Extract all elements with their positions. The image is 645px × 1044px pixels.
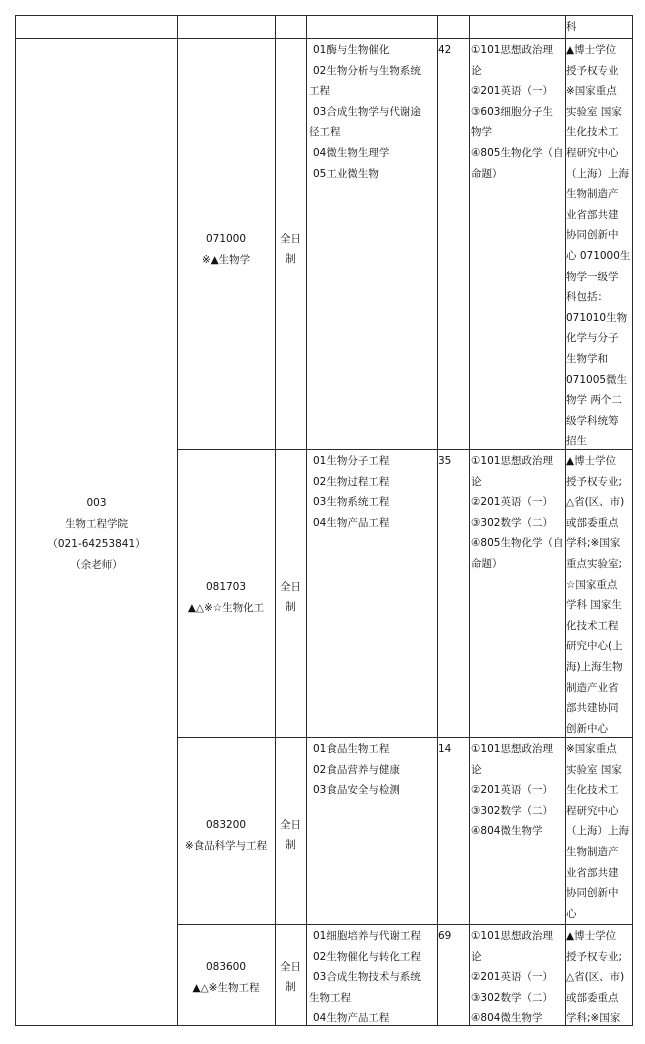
exam-subject: 论 xyxy=(471,64,482,77)
remark-line: 物学 两个二 xyxy=(566,394,622,407)
research-direction: 04生物产品工程 xyxy=(313,516,390,529)
exam-subject: 命题） xyxy=(471,557,503,570)
exam-subjects-cell xyxy=(471,451,563,575)
research-direction: 01生物分子工程 xyxy=(313,455,390,467)
exam-subject: ④805生物化学（自 xyxy=(471,537,563,550)
remark-line: ▲博士学位 xyxy=(566,44,617,56)
department-phone: （021-64253841） xyxy=(47,538,146,551)
remark-line: （上海）上海 xyxy=(566,825,629,838)
remark-continuation: 科 xyxy=(566,21,577,33)
major-code: 071000 xyxy=(205,233,247,245)
remark-line: 学科;※国家 xyxy=(566,537,621,550)
research-direction: 01酶与生物催化 xyxy=(313,44,390,56)
exam-subject: ②201英语（一） xyxy=(471,496,553,509)
remark-line: 生化技术工 xyxy=(566,784,619,797)
exam-subject: ①101思想政治理 xyxy=(471,743,553,755)
remark-line: 授予权专业; xyxy=(566,950,623,963)
remarks-cell xyxy=(566,739,632,924)
enrollment-cell xyxy=(438,926,468,947)
study-mode-text: 全日 xyxy=(280,233,301,245)
remark-line: 业省部共建 xyxy=(566,208,619,221)
research-direction: 02生物催化与转化工程 xyxy=(313,950,421,963)
direction-continuation: 工程 xyxy=(309,85,330,98)
remark-line: 授予权专业; xyxy=(566,475,623,488)
research-direction: 02生物分析与生物系统 xyxy=(313,64,421,77)
remark-line: ☆国家重点 xyxy=(566,578,618,591)
remark-line: 部共建协同 xyxy=(566,702,619,715)
remark-line: 研究中心(上 xyxy=(566,640,623,653)
remark-line: 心 071000生 xyxy=(566,249,631,262)
research-directions-cell xyxy=(309,40,436,184)
exam-subject: ③302数学（二） xyxy=(471,804,553,817)
remarks-cell xyxy=(566,926,632,1029)
enrollment-cell xyxy=(438,739,468,760)
exam-subject: ④804微生物学 xyxy=(471,825,543,838)
exam-subject: 物学 xyxy=(471,126,492,139)
remark-line: 创新中心 xyxy=(566,722,608,735)
exam-subjects-cell xyxy=(471,739,563,842)
exam-subject: ②201英语（一） xyxy=(471,971,553,984)
exam-subject: ④804微生物学 xyxy=(471,1012,543,1025)
exam-subject: ③302数学（二） xyxy=(471,516,553,529)
remark-line: 授予权专业 xyxy=(566,64,619,77)
remark-line: ※国家重点 xyxy=(566,743,617,755)
research-direction: 05工业微生物 xyxy=(313,167,379,180)
remark-line: 物学一级学 xyxy=(566,270,619,283)
research-direction: 01食品生物工程 xyxy=(313,743,390,755)
study-mode-cell xyxy=(275,957,306,997)
remark-line: 学科;※国家 xyxy=(566,1012,621,1025)
remark-line: 科包括： xyxy=(566,291,608,304)
research-direction: 03食品安全与检测 xyxy=(313,784,400,797)
remark-line: ▲博士学位 xyxy=(566,455,617,467)
enrollment-cell xyxy=(438,451,468,472)
research-directions-cell xyxy=(309,739,436,801)
exam-subject: ①101思想政治理 xyxy=(471,930,553,942)
study-mode-text: 全日 xyxy=(280,819,301,831)
major-cell xyxy=(178,957,274,998)
remark-line: 业省部共建 xyxy=(566,866,619,879)
remark-line: △省(区、市) xyxy=(566,496,625,509)
remark-line: 协同创新中 xyxy=(566,887,619,900)
remark-line: （上海）上海 xyxy=(566,167,629,180)
remark-line: 071005微生 xyxy=(566,373,628,386)
major-name: ※食品科学与工程 xyxy=(184,839,268,852)
exam-subject: ②201英语（一） xyxy=(471,784,553,797)
department-cell xyxy=(16,493,177,575)
direction-continuation: 生物工程 xyxy=(309,991,351,1004)
direction-continuation: 径工程 xyxy=(309,126,341,139)
remark-line: ※国家重点 xyxy=(566,85,617,98)
enrollment-count: 69 xyxy=(438,930,452,942)
remark-line: 重点实验室; xyxy=(566,557,623,570)
study-mode-text: 全日 xyxy=(280,961,301,973)
exam-subjects-cell xyxy=(471,926,563,1029)
remark-line: 071010生物 xyxy=(566,311,628,324)
major-cell xyxy=(178,229,274,270)
exam-subject: ③603细胞分子生 xyxy=(471,105,553,118)
remark-line: 或部委重点 xyxy=(566,516,619,529)
department-contact: （余老师） xyxy=(70,558,123,571)
remark-line: 生物学和 xyxy=(566,352,608,365)
remark-line: 学科 国家生 xyxy=(566,599,622,612)
remark-line: 化技术工程 xyxy=(566,619,619,632)
exam-subject: 论 xyxy=(471,950,482,963)
research-directions-cell xyxy=(309,926,436,1029)
exam-subject: ①101思想政治理 xyxy=(471,44,553,56)
exam-subject: 命题） xyxy=(471,167,503,180)
research-direction: 03合成生物技术与系统 xyxy=(313,971,421,984)
research-direction: 03生物系统工程 xyxy=(313,496,390,509)
remark-line: 招生 xyxy=(566,435,587,448)
research-direction: 03合成生物学与代谢途 xyxy=(313,105,421,118)
study-mode-cell xyxy=(275,229,306,269)
study-mode-text: 制 xyxy=(285,253,296,265)
exam-subjects-cell xyxy=(471,40,563,184)
remark-line: 海)上海生物 xyxy=(566,660,623,673)
remark-line: ▲博士学位 xyxy=(566,930,617,942)
remark-line: 级学科统筹 xyxy=(566,414,619,427)
research-direction: 02食品营养与健康 xyxy=(313,763,400,776)
remark-line: 心 xyxy=(566,907,577,920)
study-mode-text: 制 xyxy=(285,839,296,851)
research-direction: 01细胞培养与代谢工程 xyxy=(313,930,421,942)
exam-subject: ①101思想政治理 xyxy=(471,455,553,467)
major-code: 081703 xyxy=(205,581,247,593)
remark-line: 生物制造产 xyxy=(566,188,619,201)
remark-line: 制造产业省 xyxy=(566,681,619,694)
remark-line: 化学与分子 xyxy=(566,332,619,345)
remarks-cell xyxy=(566,451,632,739)
department-code: 003 xyxy=(86,497,107,509)
major-name: ▲△※☆生物化工 xyxy=(187,601,265,614)
research-direction: 02生物过程工程 xyxy=(313,475,390,488)
remark-line: 协同创新中 xyxy=(566,229,619,242)
remark-line: 程研究中心 xyxy=(566,146,619,159)
remark-line: 生物制造产 xyxy=(566,845,619,858)
study-mode-cell xyxy=(275,577,306,617)
exam-subject: 论 xyxy=(471,475,482,488)
enrollment-count: 35 xyxy=(438,455,452,467)
major-cell xyxy=(178,815,274,856)
study-mode-cell xyxy=(275,815,306,855)
department-name: 生物工程学院 xyxy=(65,517,128,530)
exam-subject: ③302数学（二） xyxy=(471,991,553,1004)
remark-line: 或部委重点 xyxy=(566,991,619,1004)
research-direction: 04微生物生理学 xyxy=(313,146,390,159)
remark-line: △省(区、市) xyxy=(566,971,625,984)
study-mode-text: 制 xyxy=(285,981,296,993)
enrollment-count: 42 xyxy=(438,44,452,56)
enrollment-cell xyxy=(438,40,468,61)
remark-line: 实验室 国家 xyxy=(566,105,622,118)
major-cell xyxy=(178,577,274,618)
major-code: 083200 xyxy=(205,819,247,831)
exam-subject: ②201英语（一） xyxy=(471,85,553,98)
remark-line: 生化技术工 xyxy=(566,126,619,139)
enrollment-count: 14 xyxy=(438,743,452,755)
remarks-cell xyxy=(566,40,632,452)
research-direction: 04生物产品工程 xyxy=(313,1012,390,1025)
study-mode-text: 全日 xyxy=(280,581,301,593)
remark-line: 实验室 国家 xyxy=(566,763,622,776)
exam-subject: 论 xyxy=(471,763,482,776)
exam-subject: ④805生物化学（自 xyxy=(471,146,563,159)
major-code: 083600 xyxy=(205,961,247,973)
study-mode-text: 制 xyxy=(285,601,296,613)
major-name: ※▲生物学 xyxy=(201,253,251,266)
research-directions-cell xyxy=(309,451,436,533)
remark-line: 程研究中心 xyxy=(566,804,619,817)
major-name: ▲△※生物工程 xyxy=(192,981,260,994)
